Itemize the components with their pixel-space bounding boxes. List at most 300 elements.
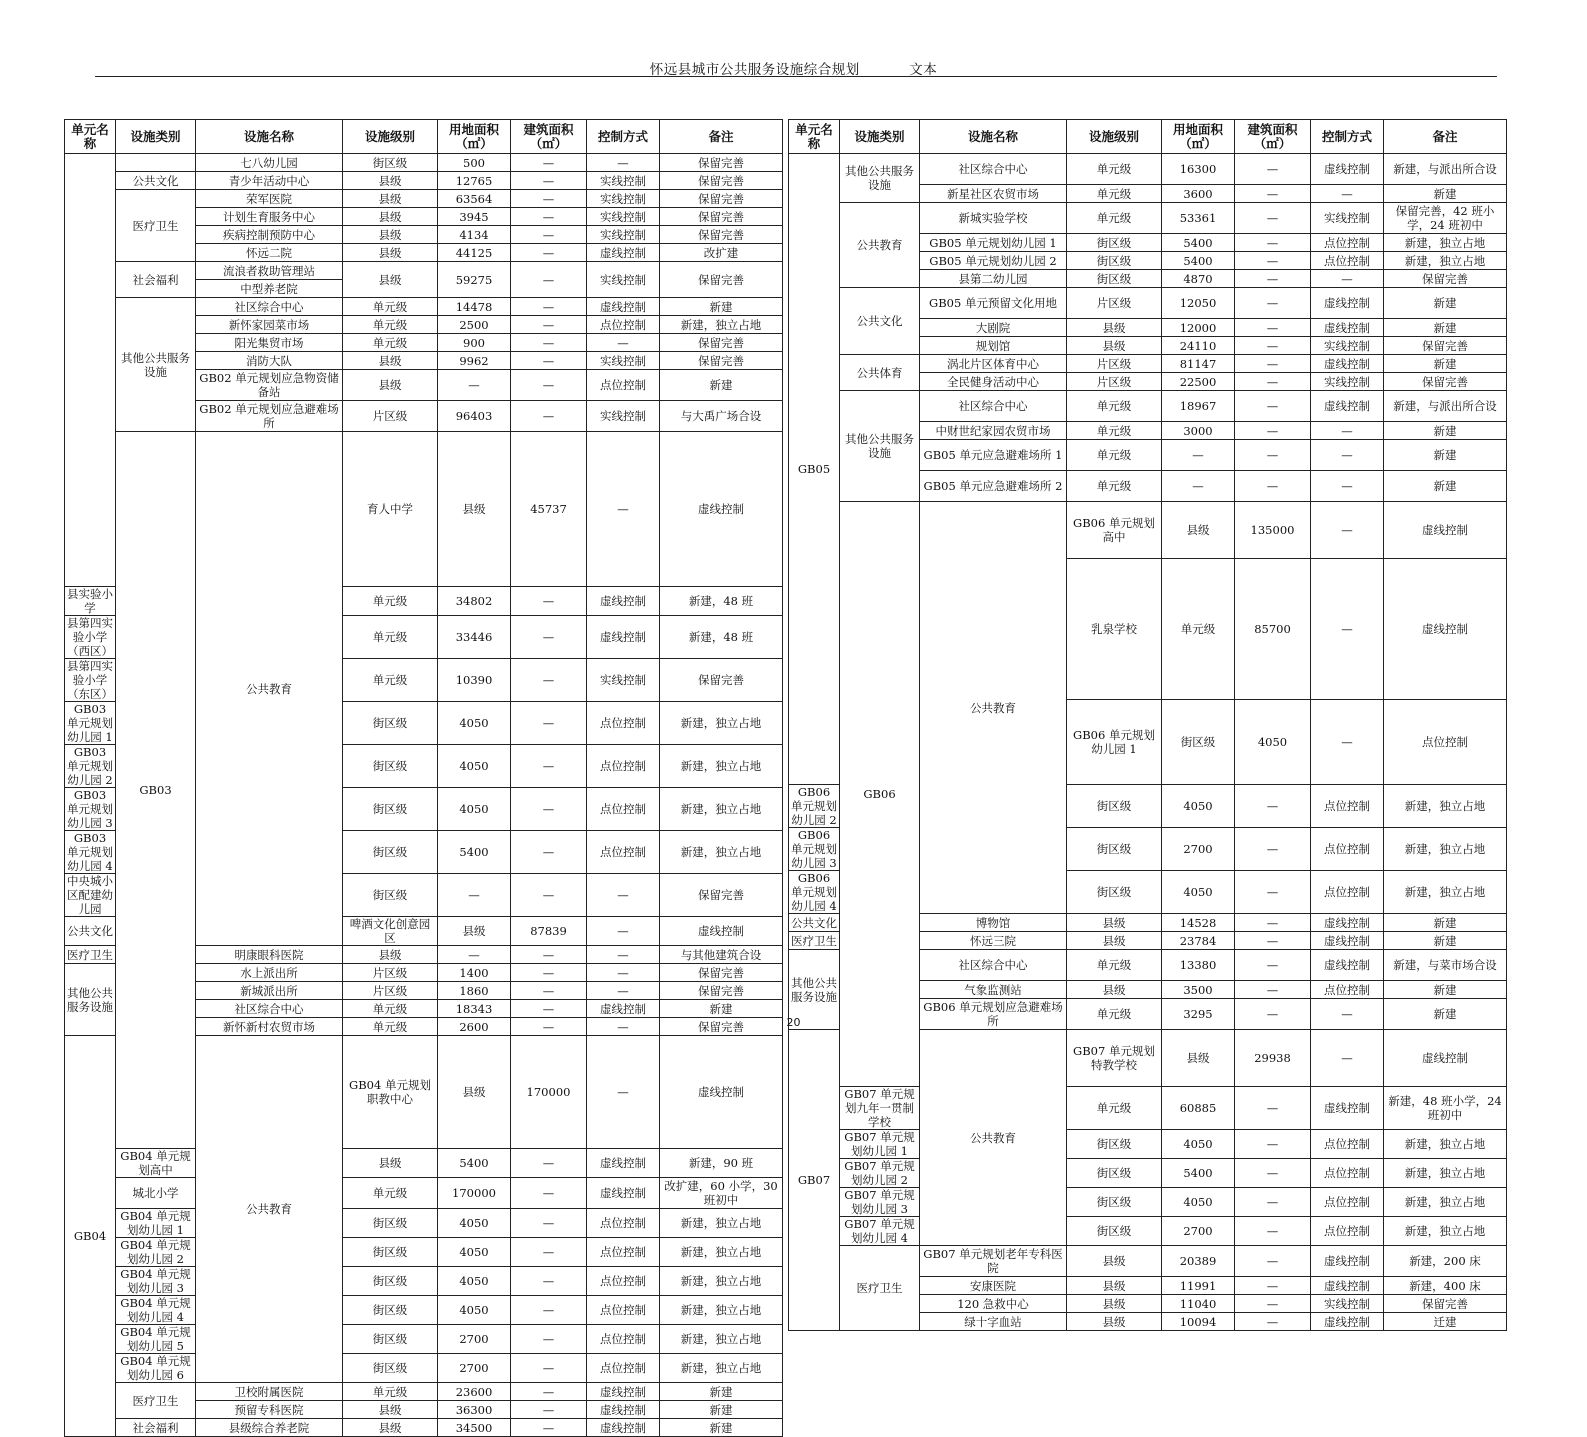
land-area-cell: 2600 xyxy=(438,1018,511,1036)
level-cell: 单元级 xyxy=(343,659,438,702)
land-area-cell: 85700 xyxy=(1235,559,1311,700)
land-area-cell: 1860 xyxy=(438,982,511,1000)
remarks-cell: 新建，与派出所合设 xyxy=(1384,391,1507,422)
land-area-cell: 10390 xyxy=(438,659,511,702)
remarks-cell: 保留完善 xyxy=(660,982,783,1000)
control-mode-cell: 点位控制 xyxy=(1311,1188,1384,1217)
remarks-cell: 与其他建筑合设 xyxy=(660,946,783,964)
facility-name-cell: 社区综合中心 xyxy=(920,154,1067,185)
building-area-cell: — xyxy=(1235,288,1311,319)
building-area-cell: — xyxy=(511,1238,587,1267)
land-area-cell: 2700 xyxy=(438,1354,511,1383)
control-mode-cell: 点位控制 xyxy=(1311,234,1384,252)
category-cell: 公共体育 xyxy=(840,355,920,391)
control-mode-cell: 点位控制 xyxy=(1311,252,1384,270)
building-area-cell: — xyxy=(511,172,587,190)
control-mode-cell: 虚线控制 xyxy=(587,587,660,616)
table-row xyxy=(789,1246,1507,1277)
facility-name-cell: 中财世纪家园农贸市场 xyxy=(920,422,1067,440)
facility-name-cell: GB03 单元规划幼儿园 2 xyxy=(65,745,116,788)
facility-name-cell: 中央城小区配建幼儿园 xyxy=(65,874,116,917)
facility-name-cell: 乳泉学校 xyxy=(1067,559,1162,700)
remarks-cell: 保留完善 xyxy=(1384,1295,1507,1313)
table-row xyxy=(65,1238,783,1267)
control-mode-cell: 虚线控制 xyxy=(660,1036,783,1149)
land-area-cell: 18967 xyxy=(1162,391,1235,422)
level-cell: 县级 xyxy=(1067,1295,1162,1313)
level-cell: 街区级 xyxy=(343,874,438,917)
building-area-cell: — xyxy=(1235,1277,1311,1295)
building-area-cell: — xyxy=(587,1036,660,1149)
facility-name-cell: 县实验小学 xyxy=(65,587,116,616)
level-cell: 县级 xyxy=(1067,1246,1162,1277)
level-cell: 县级 xyxy=(343,370,438,401)
remarks-cell: 新建，独立占地 xyxy=(660,831,783,874)
level-cell: 街区级 xyxy=(343,831,438,874)
control-mode-cell: 点位控制 xyxy=(587,1325,660,1354)
land-area-cell: — xyxy=(1162,440,1235,471)
control-mode-cell: 点位控制 xyxy=(1311,1217,1384,1246)
facility-name-cell: 计划生育服务中心 xyxy=(196,208,343,226)
control-mode-cell: — xyxy=(1311,270,1384,288)
control-mode-cell: 虚线控制 xyxy=(1311,319,1384,337)
building-area-cell: — xyxy=(511,659,587,702)
control-mode-cell: 点位控制 xyxy=(587,316,660,334)
control-mode-cell: 虚线控制 xyxy=(1311,950,1384,981)
building-area-cell: — xyxy=(511,964,587,982)
land-area-cell: 59275 xyxy=(438,262,511,298)
category-cell: 其他公共服务设施 xyxy=(65,964,116,1036)
land-area-cell: — xyxy=(438,946,511,964)
remarks-cell: 新建 xyxy=(660,1383,783,1401)
land-area-cell: 3600 xyxy=(1162,185,1235,203)
level-cell: 县级 xyxy=(438,432,511,587)
building-area-cell: — xyxy=(511,616,587,659)
control-mode-cell: 虚线控制 xyxy=(1311,288,1384,319)
building-area-cell: — xyxy=(1235,1313,1311,1331)
control-mode-cell: — xyxy=(1311,422,1384,440)
remarks-cell: 新建，独立占地 xyxy=(660,316,783,334)
building-area-cell: — xyxy=(511,334,587,352)
building-area-cell: — xyxy=(1235,871,1311,914)
level-cell: 街区级 xyxy=(343,154,438,172)
building-area-cell: — xyxy=(511,1401,587,1419)
level-cell: 县级 xyxy=(343,244,438,262)
remarks-cell: 新建 xyxy=(1384,981,1507,999)
land-area-cell: 18343 xyxy=(438,1000,511,1018)
table-row xyxy=(65,1325,783,1354)
facility-name-cell: 新怀新村农贸市场 xyxy=(196,1018,343,1036)
facility-name-cell: 消防大队 xyxy=(196,352,343,370)
facility-name-cell: 育人中学 xyxy=(343,432,438,587)
category-cell: 公共教育 xyxy=(196,432,343,946)
facility-name-cell: 县第四实验小学（西区） xyxy=(65,616,116,659)
facility-name-cell: 流浪者救助管理站 xyxy=(196,262,343,280)
level-cell: 县级 xyxy=(1067,932,1162,950)
category-cell: 公共文化 xyxy=(840,288,920,355)
table-row xyxy=(789,203,1507,234)
category-cell: 医疗卫生 xyxy=(116,1383,196,1419)
level-cell: 县级 xyxy=(1067,1277,1162,1295)
control-mode-cell: 实线控制 xyxy=(1311,1295,1384,1313)
facility-name-cell: GB07 单元规划幼儿园 4 xyxy=(840,1217,920,1246)
control-mode-cell: 点位控制 xyxy=(587,1267,660,1296)
building-area-cell: — xyxy=(1311,559,1384,700)
land-area-cell: 23784 xyxy=(1162,932,1235,950)
level-cell: 片区级 xyxy=(1067,288,1162,319)
unit-cell xyxy=(65,154,116,587)
remarks-cell: 新建 xyxy=(1384,471,1507,502)
remarks-cell: 新建，独立占地 xyxy=(1384,1217,1507,1246)
control-mode-cell: 虚线控制 xyxy=(587,1178,660,1209)
land-area-cell: 4050 xyxy=(438,1267,511,1296)
land-area-cell: 96403 xyxy=(438,401,511,432)
building-area-cell: — xyxy=(1235,1087,1311,1130)
remarks-cell: 保留完善 xyxy=(660,659,783,702)
facility-name-cell: 120 急救中心 xyxy=(920,1295,1067,1313)
control-mode-cell: 虚线控制 xyxy=(587,244,660,262)
facility-table-right xyxy=(788,119,1507,1331)
facility-name-cell: GB07 单元规划幼儿园 1 xyxy=(840,1130,920,1159)
building-area-cell: — xyxy=(511,831,587,874)
control-mode-cell: 虚线控制 xyxy=(1311,932,1384,950)
facility-name-cell: GB05 单元应急避难场所 2 xyxy=(920,471,1067,502)
header-level: 设施级别 xyxy=(343,120,438,154)
control-mode-cell: 实线控制 xyxy=(1311,337,1384,355)
level-cell: 单元级 xyxy=(1067,185,1162,203)
facility-name-cell: GB04 单元规划幼儿园 1 xyxy=(116,1209,196,1238)
control-mode-cell: — xyxy=(1311,471,1384,502)
building-area-cell: — xyxy=(1235,154,1311,185)
table-row xyxy=(65,172,783,190)
land-area-cell: 13380 xyxy=(1162,950,1235,981)
remarks-cell: 保留完善 xyxy=(660,262,783,298)
building-area-cell: — xyxy=(511,244,587,262)
building-area-cell: — xyxy=(1235,1159,1311,1188)
header-level: 设施级别 xyxy=(1067,120,1162,154)
control-mode-cell: 虚线控制 xyxy=(1311,355,1384,373)
building-area-cell: — xyxy=(511,316,587,334)
control-mode-cell: 点位控制 xyxy=(1311,785,1384,828)
remarks-cell: 新建，独立占地 xyxy=(1384,1188,1507,1217)
header-land-area: 用地面积（㎡） xyxy=(1162,120,1235,154)
header-facility-name: 设施名称 xyxy=(196,120,343,154)
remarks-cell: 新建，400 床 xyxy=(1384,1277,1507,1295)
facility-name-cell: GB06 单元规划幼儿园 1 xyxy=(1067,700,1162,785)
table-row xyxy=(789,288,1507,319)
control-mode-cell: 虚线控制 xyxy=(1311,1087,1384,1130)
land-area-cell: 2500 xyxy=(438,316,511,334)
remarks-cell: 新建，48 班 xyxy=(660,587,783,616)
level-cell: 单元级 xyxy=(1162,559,1235,700)
control-mode-cell: 虚线控制 xyxy=(1311,914,1384,932)
level-cell: 单元级 xyxy=(343,587,438,616)
building-area-cell: — xyxy=(511,874,587,917)
table-row xyxy=(65,1419,783,1437)
building-area-cell: — xyxy=(1235,981,1311,999)
land-area-cell: 53361 xyxy=(1162,203,1235,234)
building-area-cell: — xyxy=(587,432,660,587)
control-mode-cell: 虚线控制 xyxy=(1384,1030,1507,1087)
level-cell: 单元级 xyxy=(1067,422,1162,440)
remarks-cell: 新建，独立占地 xyxy=(660,1354,783,1383)
category-cell: 其他公共服务设施 xyxy=(789,950,840,1030)
header-remarks: 备注 xyxy=(1384,120,1507,154)
remarks-cell: 新建 xyxy=(1384,932,1507,950)
land-area-cell: 60885 xyxy=(1162,1087,1235,1130)
facility-name-cell: GB06 单元规划幼儿园 2 xyxy=(789,785,840,828)
remarks-cell: 新建，独立占地 xyxy=(660,1238,783,1267)
building-area-cell: — xyxy=(1235,422,1311,440)
control-mode-cell: — xyxy=(1311,185,1384,203)
building-area-cell: — xyxy=(1235,203,1311,234)
remarks-cell: 新建，独立占地 xyxy=(1384,785,1507,828)
remarks-cell: 新建，200 床 xyxy=(1384,1246,1507,1277)
building-area-cell: — xyxy=(511,1209,587,1238)
land-area-cell: 45737 xyxy=(511,432,587,587)
building-area-cell: — xyxy=(1235,440,1311,471)
facility-name-cell: GB07 单元规划幼儿园 2 xyxy=(840,1159,920,1188)
remarks-cell: 新建，独立占地 xyxy=(660,1267,783,1296)
facility-name-cell: 博物馆 xyxy=(920,914,1067,932)
building-area-cell: — xyxy=(1235,1246,1311,1277)
building-area-cell: — xyxy=(1235,999,1311,1030)
level-cell: 街区级 xyxy=(343,1354,438,1383)
facility-name-cell: 绿十字血站 xyxy=(920,1313,1067,1331)
level-cell: 街区级 xyxy=(343,1238,438,1267)
facility-name-cell: 社区综合中心 xyxy=(196,298,343,316)
control-mode-cell: 虚线控制 xyxy=(1311,391,1384,422)
remarks-cell: 新建 xyxy=(1384,319,1507,337)
land-area-cell: 22500 xyxy=(1162,373,1235,391)
control-mode-cell: — xyxy=(587,154,660,172)
control-mode-cell: — xyxy=(587,964,660,982)
control-mode-cell: 点位控制 xyxy=(587,788,660,831)
facility-name-cell: 疾病控制预防中心 xyxy=(196,226,343,244)
plan-title: 怀远县城市公共服务设施综合规划 xyxy=(649,62,860,78)
page-number: 20 xyxy=(786,1016,801,1029)
table-body xyxy=(789,154,1507,1331)
building-area-cell: — xyxy=(511,982,587,1000)
facility-name-cell: 社区综合中心 xyxy=(920,950,1067,981)
facility-name-cell: GB07 单元规划老年专科医院 xyxy=(920,1246,1067,1277)
level-cell: 街区级 xyxy=(1067,785,1162,828)
control-mode-cell: 点位控制 xyxy=(1311,1159,1384,1188)
remarks-cell: 保留完善，42 班小学，24 班初中 xyxy=(1384,203,1507,234)
remarks-cell: 新建 xyxy=(660,1000,783,1018)
land-area-cell: 44125 xyxy=(438,244,511,262)
control-mode-cell: 虚线控制 xyxy=(587,1000,660,1018)
level-cell: 街区级 xyxy=(1067,234,1162,252)
land-area-cell: 135000 xyxy=(1235,502,1311,559)
remarks-cell: 新建 xyxy=(1384,288,1507,319)
facility-name-cell: GB06 单元规划应急避难场所 xyxy=(920,999,1067,1030)
remarks-cell: 保留完善 xyxy=(660,1018,783,1036)
table-row xyxy=(65,298,783,316)
land-area-cell: 4050 xyxy=(438,1209,511,1238)
land-area-cell: 3945 xyxy=(438,208,511,226)
level-cell: 单元级 xyxy=(1067,154,1162,185)
building-area-cell: — xyxy=(511,702,587,745)
level-cell: 县级 xyxy=(343,172,438,190)
table-row xyxy=(789,1188,1507,1217)
control-mode-cell: — xyxy=(587,1018,660,1036)
level-cell: 街区级 xyxy=(343,745,438,788)
building-area-cell: — xyxy=(1235,828,1311,871)
building-area-cell: — xyxy=(1235,355,1311,373)
category-cell: 公共教育 xyxy=(840,203,920,288)
remarks-cell: 新建，独立占地 xyxy=(660,1296,783,1325)
level-cell: 单元级 xyxy=(343,334,438,352)
remarks-cell: 迁建 xyxy=(1384,1313,1507,1331)
remarks-cell: 新建 xyxy=(1384,422,1507,440)
level-cell: 片区级 xyxy=(1067,373,1162,391)
remarks-cell: 保留完善 xyxy=(660,964,783,982)
facility-name-cell: 中型养老院 xyxy=(196,280,343,298)
table-body xyxy=(65,154,783,1437)
control-mode-cell: 实线控制 xyxy=(587,262,660,298)
facility-name-cell: 涡北片区体育中心 xyxy=(920,355,1067,373)
land-area-cell: 10094 xyxy=(1162,1313,1235,1331)
remarks-cell: 新建，与菜市场合设 xyxy=(1384,950,1507,981)
remarks-cell: 新建 xyxy=(1384,999,1507,1030)
facility-name-cell: GB04 单元规划高中 xyxy=(116,1149,196,1178)
control-mode-cell: 虚线控制 xyxy=(1311,1246,1384,1277)
land-area-cell: 500 xyxy=(438,154,511,172)
land-area-cell: 4050 xyxy=(438,1238,511,1267)
table-header-row xyxy=(789,120,1507,154)
remarks-cell: 改扩建，60 小学，30 班初中 xyxy=(660,1178,783,1209)
control-mode-cell: 点位控制 xyxy=(587,745,660,788)
facility-name-cell: GB02 单元规划应急物资储备站 xyxy=(196,370,343,401)
facility-name-cell: 大剧院 xyxy=(920,319,1067,337)
table-row xyxy=(789,391,1507,422)
remarks-cell: 保留完善 xyxy=(660,874,783,917)
facility-name-cell: GB07 单元规划幼儿园 3 xyxy=(840,1188,920,1217)
remarks-cell: 新建，独立占地 xyxy=(660,1325,783,1354)
control-mode-cell: 虚线控制 xyxy=(587,616,660,659)
level-cell: 单元级 xyxy=(1067,471,1162,502)
building-area-cell: — xyxy=(511,1296,587,1325)
header-control-mode: 控制方式 xyxy=(587,120,660,154)
table-row xyxy=(65,1354,783,1383)
land-area-cell: 5400 xyxy=(438,831,511,874)
land-area-cell: 12050 xyxy=(1162,288,1235,319)
land-area-cell: 34500 xyxy=(438,1419,511,1437)
control-mode-cell: 虚线控制 xyxy=(1311,1313,1384,1331)
remarks-cell: 保留完善 xyxy=(1384,373,1507,391)
level-cell: 县级 xyxy=(1162,1030,1235,1087)
facility-name-cell: GB05 单元应急避难场所 1 xyxy=(920,440,1067,471)
facility-name-cell: GB02 单元规划应急避难场所 xyxy=(196,401,343,432)
level-cell: 街区级 xyxy=(1162,700,1235,785)
building-area-cell: — xyxy=(511,1149,587,1178)
level-cell: 单元级 xyxy=(1067,950,1162,981)
land-area-cell: 11040 xyxy=(1162,1295,1235,1313)
building-area-cell: — xyxy=(1311,700,1384,785)
category-cell: 公共文化 xyxy=(65,917,116,946)
level-cell: 街区级 xyxy=(1067,828,1162,871)
land-area-cell: 4050 xyxy=(1162,785,1235,828)
control-mode-cell: 虚线控制 xyxy=(587,1149,660,1178)
building-area-cell: — xyxy=(1235,270,1311,288)
level-cell: 单元级 xyxy=(343,1178,438,1209)
facility-name-cell: 卫校附属医院 xyxy=(196,1383,343,1401)
facility-name-cell: GB04 单元规划幼儿园 4 xyxy=(116,1296,196,1325)
level-cell: 县级 xyxy=(343,226,438,244)
table-row xyxy=(789,1217,1507,1246)
land-area-cell: 4050 xyxy=(1235,700,1311,785)
control-mode-cell: 虚线控制 xyxy=(1384,559,1507,700)
level-cell: 街区级 xyxy=(343,702,438,745)
control-mode-cell: 实线控制 xyxy=(587,352,660,370)
land-area-cell: 81147 xyxy=(1162,355,1235,373)
facility-name-cell: 七八幼儿园 xyxy=(196,154,343,172)
building-area-cell: — xyxy=(511,1383,587,1401)
facility-name-cell: 怀远二院 xyxy=(196,244,343,262)
remarks-cell: 新建，独立占地 xyxy=(1384,1130,1507,1159)
level-cell: 街区级 xyxy=(1067,1130,1162,1159)
facility-name-cell: GB06 单元规划高中 xyxy=(1067,502,1162,559)
category-cell: 公共教育 xyxy=(920,502,1067,914)
header-unit: 单元名称 xyxy=(65,120,116,154)
facility-name-cell: 新星社区农贸市场 xyxy=(920,185,1067,203)
remarks-cell: 新建，独立占地 xyxy=(1384,871,1507,914)
table-row xyxy=(65,1209,783,1238)
facility-name-cell: 新城实验学校 xyxy=(920,203,1067,234)
building-area-cell: — xyxy=(1235,471,1311,502)
control-mode-cell: 虚线控制 xyxy=(660,432,783,587)
header-remarks: 备注 xyxy=(660,120,783,154)
land-area-cell: 87839 xyxy=(511,917,587,946)
land-area-cell: 12765 xyxy=(438,172,511,190)
building-area-cell: — xyxy=(511,1267,587,1296)
level-cell: 县级 xyxy=(1067,1313,1162,1331)
level-cell: 县级 xyxy=(343,1149,438,1178)
remarks-cell: 保留完善 xyxy=(660,352,783,370)
land-area-cell: 12000 xyxy=(1162,319,1235,337)
facility-name-cell: 预留专科医院 xyxy=(196,1401,343,1419)
facility-name-cell: GB04 单元规划幼儿园 5 xyxy=(116,1325,196,1354)
facility-name-cell: 城北小学 xyxy=(116,1178,196,1209)
land-area-cell: 11991 xyxy=(1162,1277,1235,1295)
category-cell: 公共文化 xyxy=(789,914,840,932)
document-header xyxy=(0,58,1587,78)
land-area-cell: 2700 xyxy=(438,1325,511,1354)
land-area-cell: 5400 xyxy=(1162,1159,1235,1188)
level-cell: 县级 xyxy=(1067,981,1162,999)
category-cell: 医疗卫生 xyxy=(840,1246,920,1331)
control-mode-cell: 点位控制 xyxy=(587,1209,660,1238)
building-area-cell: — xyxy=(511,1018,587,1036)
facility-name-cell: GB03 单元规划幼儿园 4 xyxy=(65,831,116,874)
land-area-cell: — xyxy=(1162,471,1235,502)
land-area-cell: 24110 xyxy=(1162,337,1235,355)
level-cell: 县级 xyxy=(343,262,438,298)
facility-name-cell: 新城派出所 xyxy=(196,982,343,1000)
level-cell: 街区级 xyxy=(343,1296,438,1325)
level-cell: 单元级 xyxy=(343,1018,438,1036)
table-row xyxy=(65,432,783,587)
facility-name-cell: 阳光集贸市场 xyxy=(196,334,343,352)
facility-name-cell: 县第二幼儿园 xyxy=(920,270,1067,288)
building-area-cell: — xyxy=(511,946,587,964)
table-row xyxy=(789,1087,1507,1130)
category-cell: 其他公共服务设施 xyxy=(840,391,920,502)
building-area-cell: — xyxy=(1311,502,1384,559)
land-area-cell: 4050 xyxy=(438,1296,511,1325)
table-row xyxy=(65,262,783,280)
